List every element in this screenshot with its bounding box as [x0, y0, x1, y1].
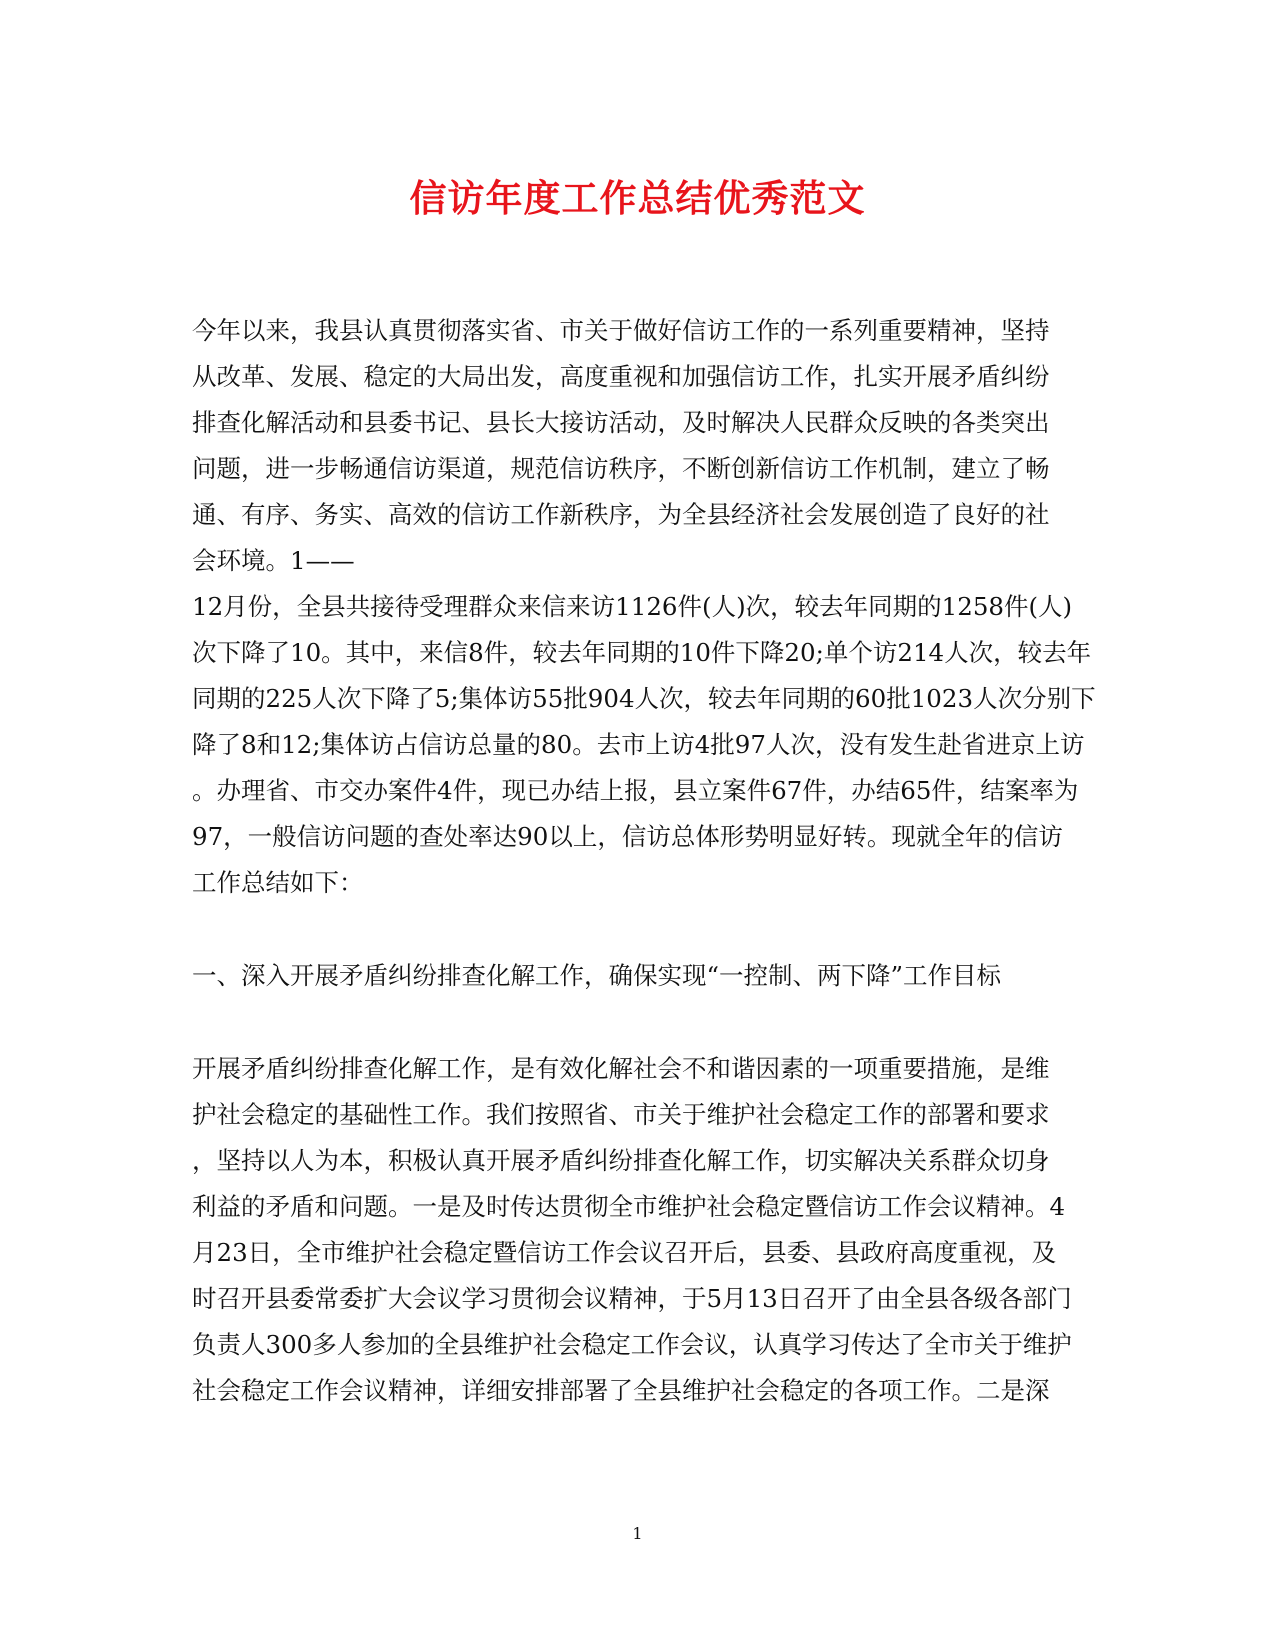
body-line: 。办理省、市交办案件4件，现已办结上报，县立案件67件，办结65件，结案率为 [192, 776, 1079, 805]
body-line: 护社会稳定的基础性工作。我们按照省、市关于维护社会稳定工作的部署和要求 [192, 1100, 1050, 1129]
body-line: 时召开县委常委扩大会议学习贯彻会议精神，于5月13日召开了由全县各级各部门 [192, 1284, 1072, 1313]
body-line: 97，一般信访问题的查处率达90以上，信访总体形势明显好转。现就全年的信访 [192, 822, 1063, 851]
body-line: 利益的矛盾和问题。一是及时传达贯彻全市维护社会稳定暨信访工作会议精神。4 [192, 1192, 1066, 1221]
body-line: 从改革、发展、稳定的大局出发，高度重视和加强信访工作，扎实开展矛盾纠纷 [192, 362, 1050, 391]
body-line: 会环境。1—— [192, 546, 355, 575]
body-line: 问题，进一步畅通信访渠道，规范信访秩序，不断创新信访工作机制，建立了畅 [192, 454, 1050, 483]
body-line: 社会稳定工作会议精神，详细安排部署了全县维护社会稳定的各项工作。二是深 [192, 1376, 1050, 1405]
section-heading: 一、深入开展矛盾纠纷排查化解工作，确保实现“一控制、两下降”工作目标 [192, 961, 1002, 990]
body-line: 降了8和12;集体访占信访总量的80。去市上访4批97人次，没有发生赴省进京上访 [192, 730, 1085, 759]
body-line: 通、有序、务实、高效的信访工作新秩序，为全县经济社会发展创造了良好的社 [192, 500, 1050, 529]
body-line: 开展矛盾纠纷排查化解工作，是有效化解社会不和谐因素的一项重要措施，是维 [192, 1054, 1050, 1083]
body-line: 同期的225人次下降了5;集体访55批904人次，较去年同期的60批1023人次分别下 [192, 684, 1096, 713]
body-line: 今年以来，我县认真贯彻落实省、市关于做好信访工作的一系列重要精神，坚持 [192, 316, 1050, 345]
body-line: 负责人300多人参加的全县维护社会稳定工作会议，认真学习传达了全市关于维护 [192, 1330, 1072, 1359]
body-line: 12月份，全县共接待受理群众来信来访1126件(人)次，较去年同期的1258件(人) [192, 592, 1073, 621]
body-line: 排查化解活动和县委书记、县长大接访活动，及时解决人民群众反映的各类突出 [192, 408, 1050, 437]
page-number: 1 [632, 1524, 643, 1543]
body-line: 工作总结如下： [192, 868, 364, 897]
body-line: 月23日，全市维护社会稳定暨信访工作会议召开后，县委、县政府高度重视，及 [192, 1238, 1057, 1267]
document-title: 信访年度工作总结优秀范文 [409, 176, 866, 220]
body-line: ，坚持以人为本，积极认真开展矛盾纠纷排查化解工作，切实解决关系群众切身 [192, 1146, 1050, 1175]
body-line: 次下降了10。其中，来信8件，较去年同期的10件下降20;单个访214人次，较去年 [192, 638, 1092, 667]
